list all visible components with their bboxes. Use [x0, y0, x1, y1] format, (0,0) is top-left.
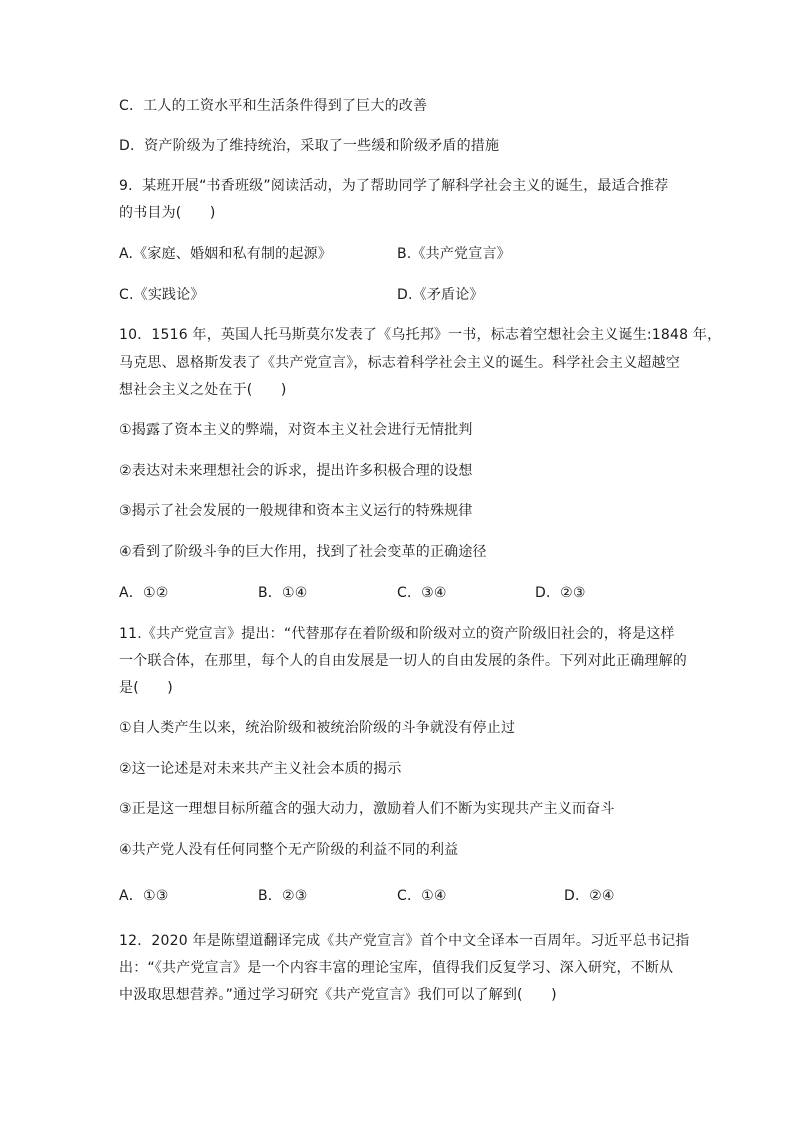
q9-options-row-2 — [119, 285, 679, 305]
q11-item-3: ③正是这一理想目标所蕴含的强大动力，激励着人们不断为实现共产主义而奋斗 — [119, 801, 615, 817]
q11-option-c: C．①④ — [397, 888, 447, 904]
q9-option-d: D.《矛盾论》 — [397, 287, 484, 303]
q10-option-b: B．①④ — [258, 585, 308, 601]
q11-option-b: B．②③ — [258, 888, 308, 904]
q9-option-c: C.《实践论》 — [119, 287, 205, 303]
q8-option-c: C．工人的工资水平和生活条件得到了巨大的改善 — [119, 98, 428, 114]
q9-options-row-1 — [119, 244, 679, 264]
q9-stem-line-1: 9．某班开展“书香班级”阅读活动，为了帮助同学了解科学社会主义的诞生，最适合推荐 — [119, 178, 669, 194]
q12-stem-line-3: 中汲取思想营养。”通过学习研究《共产党宣言》我们可以了解到( ) — [119, 987, 557, 1003]
q10-stem-line-3: 想社会主义之处在于( ) — [119, 382, 287, 398]
q10-option-c: C．③④ — [397, 585, 447, 601]
q11-item-1: ①自人类产生以来，统治阶级和被统治阶级的斗争就没有停止过 — [119, 720, 516, 736]
q11-option-a: A．①③ — [119, 888, 169, 904]
q12-stem-line-2: 出：“《共产党宣言》是一个内容丰富的理论宝库，值得我们反复学习、深入研究，不断从 — [119, 960, 674, 976]
q10-option-d: D．②③ — [535, 585, 586, 601]
q10-stem-line-1: 10．1516 年，英国人托马斯莫尔发表了《乌托邦》一书，标志着空想社会主义诞生:1848 年， — [119, 327, 722, 343]
q10-option-a: A．①② — [119, 585, 169, 601]
q9-option-b: B.《共产党宣言》 — [397, 246, 511, 262]
q11-option-d: D．②④ — [564, 888, 615, 904]
q10-item-4: ④看到了阶级斗争的巨大作用，找到了社会变革的正确途径 — [119, 544, 487, 560]
q10-stem-line-2: 马克思、恩格斯发表了《共产党宣言》，标志着科学社会主义的诞生。科学社会主义超越空 — [119, 355, 680, 371]
q12-stem-line-1: 12．2020 年是陈望道翻译完成《共产党宣言》首个中文全译本一百周年。习近平总书记指 — [119, 933, 690, 949]
q11-stem-line-2: 一个联合体，在那里，每个人的自由发展是一切人的自由发展的条件。下列对此正确理解的 — [119, 653, 687, 669]
q8-option-d: D．资产阶级为了维持统治，采取了一些缓和阶级矛盾的措施 — [119, 138, 500, 154]
q11-stem-line-3: 是( ) — [119, 680, 173, 696]
q10-item-1: ①揭露了资本主义的弊端，对资本主义社会进行无情批判 — [119, 422, 473, 438]
q11-stem-line-1: 11.《共产党宣言》提出：“代替那存在着阶级和阶级对立的资产阶级旧社会的，将是这样 — [119, 626, 675, 642]
q9-stem-line-2: 的书目为( ) — [119, 205, 216, 221]
q10-item-3: ③揭示了社会发展的一般规律和资本主义运行的特殊规律 — [119, 503, 473, 519]
q10-item-2: ②表达对未来理想社会的诉求，提出许多积极合理的设想 — [119, 463, 473, 479]
q10-options-row — [119, 583, 679, 603]
q11-item-4: ④共产党人没有任何同整个无产阶级的利益不同的利益 — [119, 842, 459, 858]
q11-options-row — [119, 886, 679, 906]
q9-option-a: A.《家庭、婚姻和私有制的起源》 — [119, 246, 332, 262]
q11-item-2: ②这一论述是对未来共产主义社会本质的揭示 — [119, 761, 402, 777]
